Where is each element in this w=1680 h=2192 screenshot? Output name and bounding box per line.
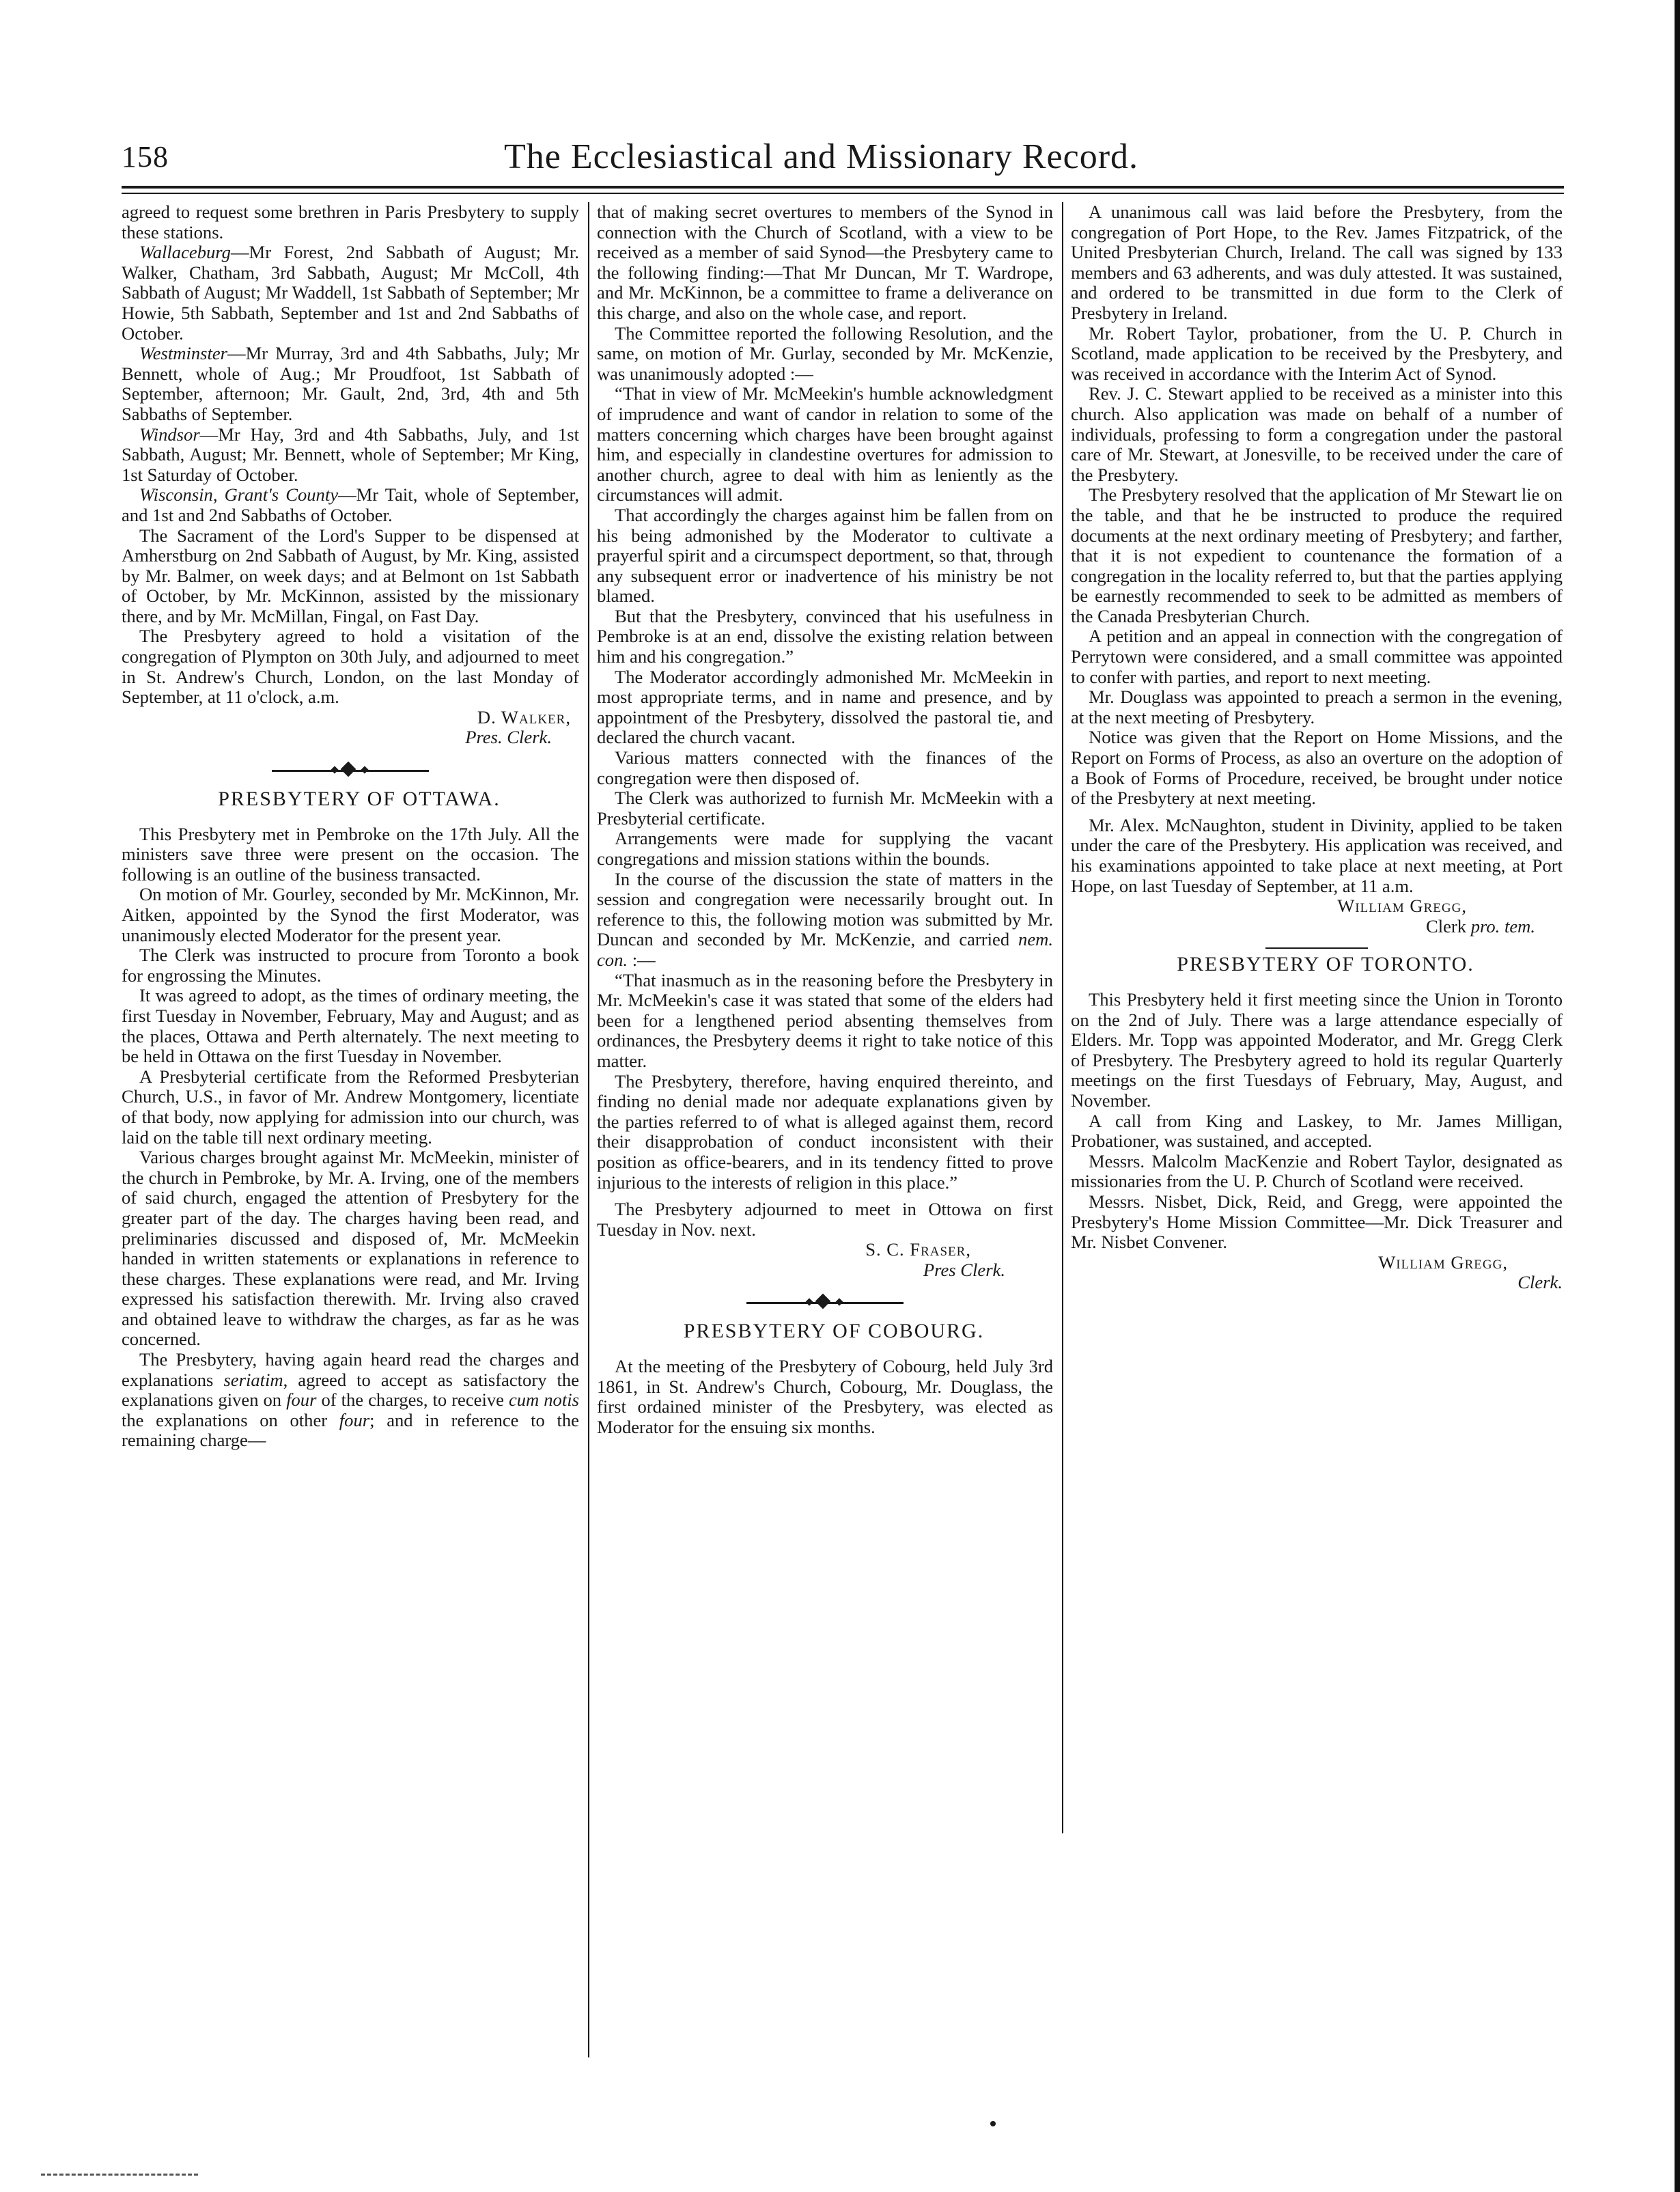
paragraph: The Presbytery, therefore, having enquired thereinto, and finding no denial made nor adequate explanations given by the parties referred to of what is alleged against them, record their disapprobation of conduct inconsistent with their position as office-bearers, and in its tendency fitted to prove injurious to the interests of religion in this place.” (597, 1070, 1053, 1193)
paragraph: The Sacrament of the Lord's Supper to be dispensed at Amherstburg on 2nd Sabbath of August, by Mr. King, assisted by Mr. Balmer, on week days; and at Belmont on 1st Sabbath of October, by Mr. McKinnon, assisted by the missionary there, and by Mr. McMillan, Fingal, on Fast Day. (122, 525, 579, 626)
header-rule-thin (122, 193, 1564, 194)
column-right (1071, 202, 1563, 1293)
signature-role-text: Pres Clerk. (923, 1259, 1005, 1280)
paragraph-text: —Mr Forest, 2nd Sabbath of August; Mr. Walker, Chatham, 3rd Sabbath, August; Mr McColl, 4th Sabbath of August; Mr Waddell, 1st Sabbath of September; Mr Howie, 5th Sabbath, September and 1st and 2nd Sabbaths of October. (122, 242, 579, 344)
signature-name (597, 1240, 1053, 1260)
section-title: PRESBYTERY OF TORONTO. (1177, 953, 1474, 976)
paragraph-text: —Mr Murray, 3rd and 4th Sabbaths, July; Mr Bennett, whole of Aug.; Mr Proudfoot, 1st Sabbath of September, afternoon; Mr. Gault, 2nd, 3rd, 4th and 5th Sabbaths of September. (122, 343, 579, 424)
paragraph: Mr. Douglass was appointed to preach a sermon in the evening, at the next meeting of Presbytery. (1071, 686, 1563, 727)
page-header (122, 134, 1563, 182)
paragraph: The Presbytery agreed to hold a visitation of the congregation of Plympton on 30th July, and adjourned to meet in St. Andrew's Church, London, on the last Monday of September, at 11 o'clock, a.m. (122, 626, 579, 708)
paragraph: Arrangements were made for supplying the vacant congregations and mission stations within the bounds. (597, 828, 1053, 869)
place-name: Windsor (139, 424, 200, 445)
section-separator (1265, 947, 1368, 949)
paragraph: A Presbyterial certificate from the Reformed Presbyterian Church, U.S., in favor of Mr. Andrew Montgomery, licentiate of that body, now applying for admission into our church, was laid on the table till next ordinary meeting. (122, 1066, 579, 1148)
section-ornament (746, 1292, 904, 1313)
section-ornament (272, 760, 429, 781)
signature-text: D. Walker, (477, 706, 571, 727)
paragraph (122, 344, 579, 424)
header-rule (122, 186, 1564, 189)
paragraph-text: —Mr Hay, 3rd and 4th Sabbaths, July, and 1st Sabbath, August; Mr. Bennett, whole of September; Mr King, 1st Saturday of October. (122, 424, 579, 485)
print-mark (990, 2121, 996, 2126)
paragraph: Various matters connected with the finances of the congregation were then disposed of. (597, 747, 1053, 788)
signature-role (122, 727, 579, 748)
paragraph: But that the Presbytery, convinced that his usefulness in Pembroke is at an end, dissolve the existing relation between him and his congregation.” (597, 605, 1053, 667)
paragraph: Messrs. Nisbet, Dick, Reid, and Gregg, were appointed the Presbytery's Home Mission Committee—Mr. Dick Treasurer and Mr. Nisbet Convener. (1071, 1191, 1563, 1253)
signature-role (1071, 1273, 1563, 1293)
signature-role-italic: pro. tem. (1470, 915, 1535, 937)
section-title: PRESBYTERY OF OTTAWA. (218, 788, 501, 811)
paragraph: The Clerk was instructed to procure from Toronto a book for engrossing the Minutes. (122, 945, 579, 986)
paragraph: Mr. Robert Taylor, probationer, from the U. P. Church in Scotland, made application to be received by the Presbytery, and was received in accordance with the Interim Act of Synod. (1071, 322, 1563, 384)
column-divider (1062, 202, 1063, 1833)
section-title: PRESBYTERY OF COBOURG. (683, 1320, 985, 1343)
paragraph: On motion of Mr. Gourley, seconded by Mr. McKinnon, Mr. Aitken, appointed by the Synod the first Moderator, was unanimously elected Moderator for the present year. (122, 884, 579, 945)
signature-role (597, 1260, 1053, 1281)
signature-role-text: Clerk (1425, 915, 1471, 937)
signature-text: S. C. Fraser, (865, 1239, 971, 1260)
paragraph (122, 242, 579, 344)
signature-role-text: Clerk. (1517, 1272, 1563, 1293)
paragraph: Various charges brought against Mr. McMeekin, minister of the church in Pembroke, by Mr. A. Irving, one of the members of said church, engaged the attention of Presbytery for the greater part of the day. The charges having been read, and preliminaries discussed and disposed of, Mr. McMeekin handed in written statements or explanations in reference to these charges. These explanations were read, and Mr. Irving expressed his satisfaction therewith. Mr. Irving also craved and obtained leave to withdraw the charges, as far as he was concerned. (122, 1147, 579, 1350)
scan-artifact (41, 2174, 198, 2176)
paragraph: agreed to request some brethren in Paris Presbytery to supply these stations. (122, 202, 579, 242)
paragraph-text: —Mr Tait, whole of September, and 1st and 2nd Sabbaths of October. (122, 484, 580, 525)
signature-text: William Gregg, (1378, 1251, 1508, 1273)
signature-name (1071, 1253, 1563, 1273)
scan-edge (1675, 0, 1680, 2192)
paragraph: In the course of the discussion the state of matters in the session and congregation were necessarily brought out. In reference to this, the following motion was submitted by Mr. Duncan and seconded by Mr. McKenzie, and carried nem. con. :— (597, 868, 1053, 970)
paragraph: It was agreed to adopt, as the times of ordinary meeting, the first Tuesday in November, February, May and August; and as the places, Ottawa and Perth alternately. The next meeting to be held in Ottawa on the first Tuesday in November. (122, 985, 579, 1067)
paragraph (122, 425, 579, 486)
paragraph (122, 485, 579, 525)
signature-text: William Gregg, (1337, 896, 1467, 917)
column-divider (588, 202, 589, 2057)
place-name: Wisconsin, Grant's County (139, 484, 339, 505)
paragraph: The Moderator accordingly admonished Mr. McMeekin in most appropriate terms, and in name and presence, and by appointment of the Presbytery, dissolved the pastoral tie, and declared the church vacant. (597, 666, 1053, 748)
signature-role-text: Pres. Clerk. (465, 727, 552, 748)
place-name: Wallaceburg (139, 242, 231, 263)
place-name: Westminster (139, 343, 228, 364)
running-title: The Ecclesiastical and Missionary Record. (504, 137, 1139, 176)
paragraph: “That inasmuch as in the reasoning before the Presbytery in Mr. McMeekin's case it was stated that some of the elders had been for a lengthened period absenting themselves from ordinances, the Presbytery deems it right to take notice of this matter. (597, 969, 1053, 1071)
signature-role (1071, 917, 1563, 937)
paragraph: “That in view of Mr. McMeekin's humble acknowledgment of imprudence and want of candor in relation to some of the matters concerning which charges have been brought against him, and especially in clandestine overtures for admission to another church, agree to deal with him as leniently as the circumstances will admit. (597, 383, 1053, 505)
paragraph: A petition and an appeal in connection with the congregation of Perrytown were considered, and a small committee was appointed to confer with parties, and report to next meeting. (1071, 626, 1563, 687)
paragraph: Mr. Alex. McNaughton, student in Divinity, applied to be taken under the care of the Presbytery. His application was received, and his examinations appointed to take place at next meeting, at Port Hope, on last Tuesday of September, at 11 a.m. (1071, 814, 1563, 896)
paragraph: The Committee reported the following Resolution, and the same, on motion of Mr. Gurlay, seconded by Mr. McKenzie, was unanimously adopted :— (597, 322, 1053, 384)
paragraph: Notice was given that the Report on Home Missions, and the Report on Forms of Process, as also an overture on the adoption of a Book of Forms of Procedure, received, be brought under notice of the Presbytery at next meeting. (1071, 727, 1563, 809)
column-middle (597, 202, 1053, 1437)
signature-name (1071, 896, 1563, 917)
paragraph: The Presbytery, having again heard read the charges and explanations seriatim, agreed to accept as satisfactory the explanations given on four of the charges, to receive cum notis the explanations on other four; and in reference to the remaining charge— (122, 1349, 579, 1451)
paragraph: This Presbytery met in Pembroke on the 17th July. All the ministers save three were present on the occasion. The following is an outline of the business transacted. (122, 823, 579, 885)
paragraph: This Presbytery held it first meeting since the Union in Toronto on the 2nd of July. There was a large attendance especially of Elders. Mr. Topp was appointed Moderator, and Mr. Gregg Clerk of Presbytery. The Presbytery agreed to hold its regular Quarterly meetings on the first Tuesdays of February, May, August, and November. (1071, 988, 1563, 1111)
paragraph: At the meeting of the Presbytery of Cobourg, held July 3rd 1861, in St. Andrew's Church, Cobourg, Mr. Douglass, the first ordained minister of the Presbytery, was elected as Moderator for the ensuing six months. (597, 1356, 1053, 1437)
paragraph: The Presbytery resolved that the application of Mr Stewart lie on the table, and that he be instructed to produce the required documents at the next ordinary meeting of Presbytery; and farther, that it is not expedient to countenance the formation of a congregation in the locality referred to, but that the parties applying be earnestly recommended to seek to be admitted as members of the Canada Presbyterian Church. (1071, 484, 1563, 626)
paragraph: that of making secret overtures to members of the Synod in connection with the Church of Scotland, with a view to be received as a member of said Synod—the Presbytery came to the following finding:—That Mr Duncan, Mr T. Wardrope, and Mr. McKinnon, be a committee to frame a deliverance on this charge, and also on the whole case, and report. (597, 202, 1053, 323)
paragraph: A unanimous call was laid before the Presbytery, from the congregation of Port Hope, to the Rev. James Fitzpatrick, of the United Presbyterian Church, Ireland. The call was signed by 133 members and 63 adherents, and was duly attested. It was sustained, and ordered to be transmitted in due form to the Clerk of Presbytery in Ireland. (1071, 202, 1563, 323)
signature-name (122, 708, 579, 728)
page-number: 158 (122, 140, 169, 174)
paragraph: That accordingly the charges against him be fallen from on his being admonished by the Moderator to cultivate a prayerful spirit and a circumspect deportment, so that, through any subsequent error or inadvertence of his ministry be not blamed. (597, 504, 1053, 607)
paragraph: Messrs. Malcolm MacKenzie and Robert Taylor, designated as missionaries from the U. P. Church of Scotland were received. (1071, 1150, 1563, 1192)
paragraph: A call from King and Laskey, to Mr. James Milligan, Probationer, was sustained, and accepted. (1071, 1110, 1563, 1152)
paragraph: Rev. J. C. Stewart applied to be received as a minister into this church. Also application was made on behalf of a number of individuals, professing to form a congregation under the pastoral care of Mr. Stewart, at Jonesville, to be received under the care of the Presbytery. (1071, 383, 1563, 485)
column-left (122, 202, 579, 1451)
paragraph: The Presbytery adjourned to meet in Ottowa on first Tuesday in Nov. next. (597, 1199, 1053, 1240)
paragraph: The Clerk was authorized to furnish Mr. McMeekin with a Presbyterial certificate. (597, 788, 1053, 829)
